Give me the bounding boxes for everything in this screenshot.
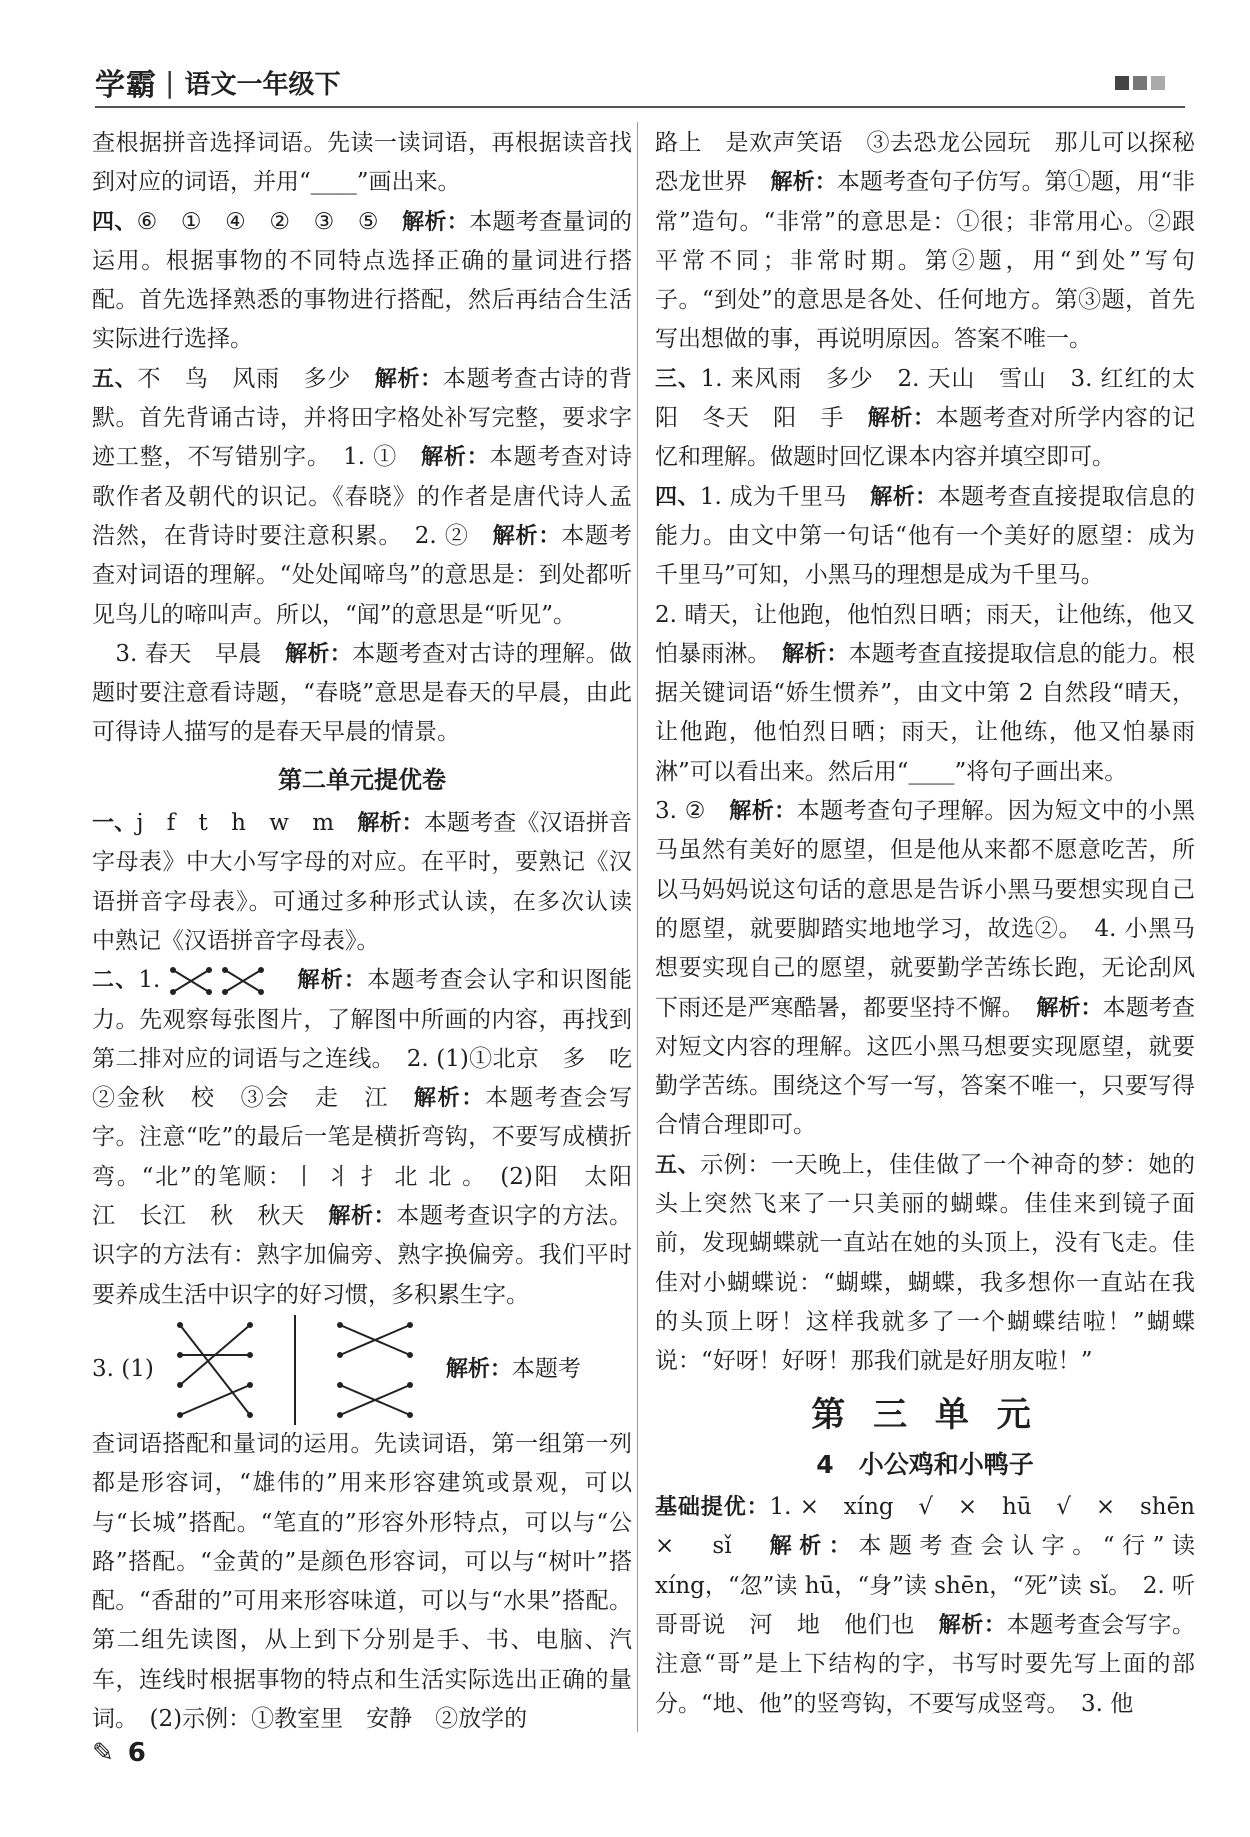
paragraph: 路上 是欢声笑语 ③去恐龙公园玩 那儿可以探秘恐龙世界 解析：本题考查句子仿写。第①题，用“非常”造句。“非常”的意思是：①很；非常用心。②跟平常不同；非常时期。第②题，用“到处”写句子。“到处”的意思是各处、任何地方。第③题，首先写出想做的事，再说明原因。答案不唯一。	[655, 130, 1196, 353]
basic-section: 基础提优：1. × xíng √ × hū √ × shēn × sǐ 解析：本题考查会认字。“行”读 xíng，“忽”读 hū，“身”读 shēn，“死”读 sǐ。 2. 听 哥哥说 河 地 他们也 解析：本题考查会写字。注意“哥”是上下结构的字，书写时要先写上面的部分。“地、他”的竖弯钩，不要写成竖弯。 3. 他	[655, 1494, 1218, 1717]
section-5-q3: 3. 春天 早晨 解析：本题考查对古诗的理解。做题时要注意看诗题，“春晓”意思是春天的早晨，由此可得诗人描写的是春天早晨的情景。	[92, 640, 633, 746]
paragraph: 查根据拼音选择词语。先读一读词语，再根据读音找到对应的词语，并用“____”画出来。	[92, 130, 632, 196]
page-header	[95, 60, 1185, 108]
unit-title: 第 三 单 元	[811, 1394, 1039, 1435]
brand-logo	[95, 62, 340, 102]
book-subject: 语文一年级下	[184, 69, 341, 100]
unit2-section-1: 一、j f t h w m 解析：本题考查《汉语拼音字母表》中大小写字母的对应。在平时，要熟记《汉语拼音字母表》。可通过多种形式认读，在多次认读中熟记《汉语拼音字母表》。	[92, 810, 632, 954]
section-4: 四、1. 成为千里马 解析：本题考查直接提取信息的能力。由文中第一句话“他有一个美好的愿望：成为千里马”可知，小黑马的理想是成为千里马。	[655, 483, 1195, 589]
matching-diagram-row: 3. (1) 解析：本题考	[92, 1315, 632, 1425]
matching-lines-diagram	[170, 1315, 430, 1425]
header-separator: |	[165, 65, 175, 99]
section-4: 四、⑥ ① ④ ② ③ ⑤ 解析：本题考查量词的运用。根据事物的不同特点选择正确的量词进行搭配。首先选择熟悉的事物进行搭配，然后再结合生活实际进行选择。	[92, 208, 633, 353]
header-decor-bars	[1115, 76, 1165, 90]
lesson-title: 4 小公鸡和小鸭子	[816, 1449, 1034, 1479]
left-column	[92, 124, 655, 1739]
unit2-section-2: 二、1. 解析：本题考查会认字和识图能力。先观察每张图片，了解图中所画的内容，再找到第二排对应的词语与之连线。 2. (1)①北京 多 吃 ②金秋 校 ③会 走 江 解析：本题考查会写字。注意“吃”的最后一笔是横折弯钩，不要写成横折弯。“北”的笔顺：丨 丬 扌 北 北 。 (2)阳 太阳 江 长江 秋 秋天 解析：本题考查识字的方法。识字的方法有：熟字加偏旁、熟字换偏旁。我们平时要养成生活中识字的好习惯，多积累生字。	[92, 967, 655, 1308]
page-footer	[92, 1738, 146, 1768]
pencil-icon: ✎	[92, 1738, 114, 1768]
section-title: 第二单元提优卷	[278, 765, 446, 794]
cross-lines-icon	[169, 966, 265, 996]
section-4-q3: 3. ② 解析：本题考查句子理解。因为短文中的小黑马虽然有美好的愿望，但是他从来都不愿意吃苦，所以马妈妈说这句话的意思是告诉小黑马要想实现自己的愿望，就要脚踏实地地学习，故选②。 4. 小黑马想要实现自己的愿望，就要勤学苦练长跑，无论刮风下雨还是严寒酷暑，都要坚持不懈。 解析：本题考查对短文内容的理解。这匹小黑马想要实现愿望，就要勤学苦练。围绕这个写一写，答案不唯一，只要写得合情合理即可。	[655, 798, 1196, 1139]
column-divider	[637, 122, 638, 1732]
page-number: 6	[127, 1738, 146, 1768]
brand-name: 学霸	[95, 68, 157, 103]
right-column	[655, 124, 1218, 1724]
section-3: 三、1. 来风雨 多少 2. 天山 雪山 3. 红红的太阳 冬天 阳 手 解析：本题考查对所学内容的记忆和理解。做题时回忆课本内容并填空即可。	[655, 365, 1196, 471]
unit2-section-3-text: 查词语搭配和量词的运用。先读词语，第一组第一列都是形容词，“雄伟的”用来形容建筑或景观，可以与“长城”搭配。“笔直的”形容外形特点，可以与“公路”搭配。“金黄的”是颜色形容词，可以与“树叶”搭配。“香甜的”可用来形容味道，可以与“水果”搭配。第二组先读图，从上到下分别是手、书、电脑、汽车，连线时根据事物的特点和生活实际选出正确的量词。 (2)示例：①教室里 安静 ②放学的	[92, 1430, 632, 1732]
section-5: 五、不 鸟 风雨 多少 解析：本题考查古诗的背默。首先背诵古诗，并将田字格处补写完整，要求字迹工整，不写错别字。 1. ① 解析：本题考查对诗歌作者及朝代的识记。《春晓》的作者是唐代诗人孟浩然，在背诗时要注意积累。 2. ② 解析：本题考查对词语的理解。“处处闻啼鸟”的意思是：到处都听见鸟儿的啼叫声。所以，“闻”的意思是“听见”。	[92, 365, 633, 628]
section-5: 五、示例：一天晚上，佳佳做了一个神奇的梦：她的头上突然飞来了一只美丽的蝴蝶。佳佳来到镜子面前，发现蝴蝶就一直站在她的头顶上，没有飞走。佳佳对小蝴蝶说：“蝴蝶，蝴蝶，我多想你一直站在我的头顶上呀！这样我就多了一个蝴蝶结啦！”蝴蝶说：“好呀！好呀！那我们就是好朋友啦！”	[655, 1151, 1195, 1375]
section-4-q2: 2. 晴天，让他跑，他怕烈日晒；雨天，让他练，他又怕暴雨淋。 解析：本题考查直接提取信息的能力。根据关键词语“娇生惯养”，由文中第 2 自然段“晴天，让他跑，他怕烈日晒；雨天，让他练，他又怕暴雨淋”可以看出来。然后用“____”将句子画出来。	[655, 601, 1195, 785]
